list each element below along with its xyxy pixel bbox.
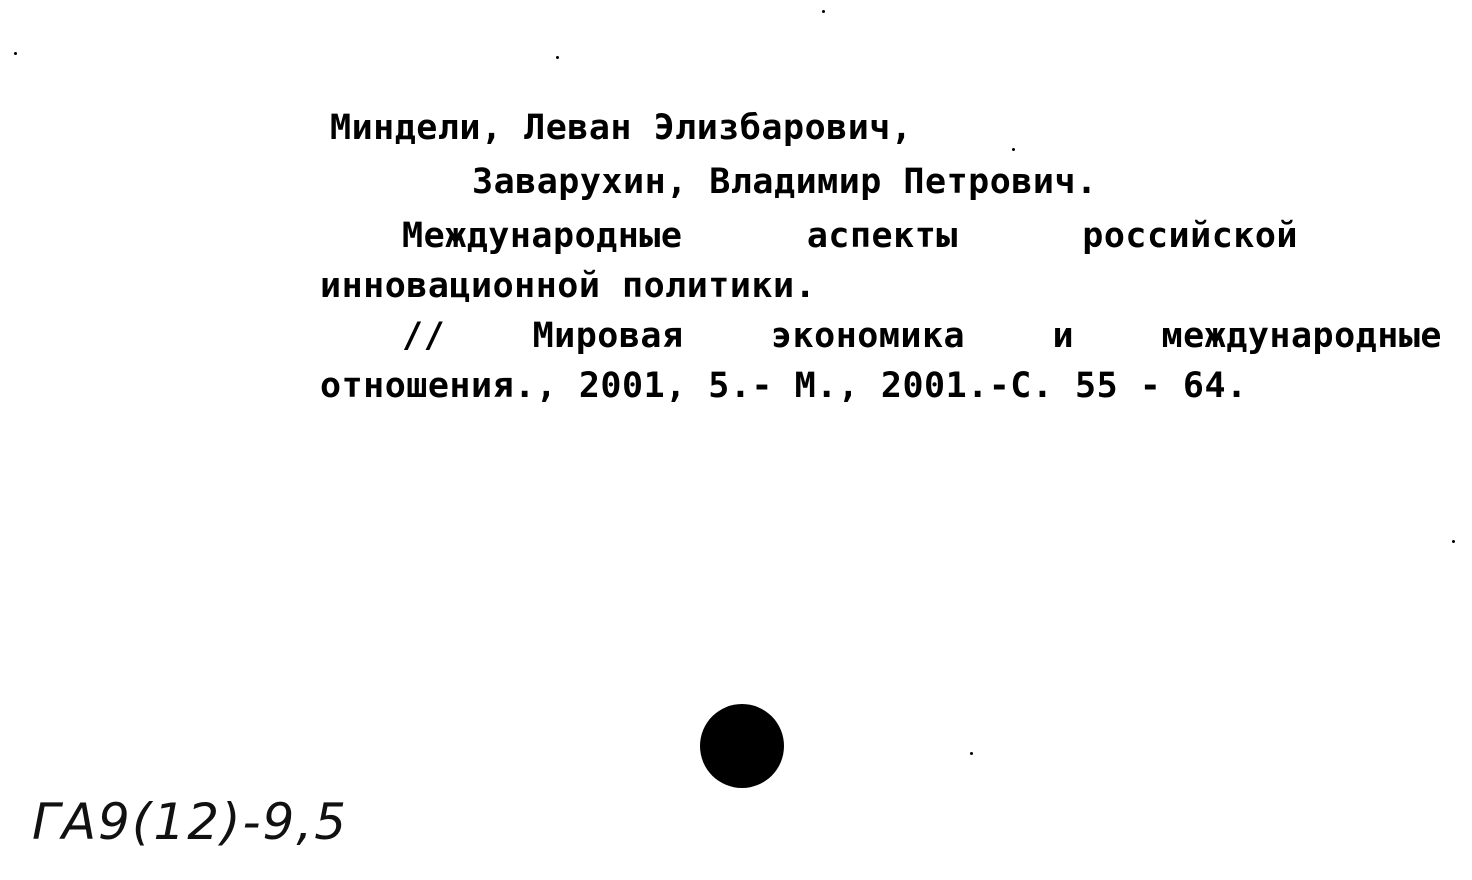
scan-speck: [970, 752, 973, 755]
title-word: российской: [1082, 216, 1298, 256]
title-line-1: [402, 214, 1298, 258]
punch-hole: [700, 704, 784, 788]
title-word: Международные: [402, 216, 683, 256]
handwritten-call-number: ГА9(12)-9,5: [32, 793, 349, 851]
source-line-1: [402, 314, 1442, 358]
source-word: и: [1052, 316, 1075, 356]
source-line-2: отношения., 2001, 5.- М., 2001.-С. 55 - 64.: [320, 366, 1248, 406]
source-word: международные: [1161, 316, 1442, 356]
author-primary: Миндели, Леван Элизбарович,: [330, 108, 913, 148]
source-word: Мировая: [532, 316, 684, 356]
author-secondary: Заварухин, Владимир Петрович.: [472, 162, 1098, 202]
source-word: экономика: [770, 316, 966, 356]
scan-speck: [822, 10, 825, 13]
scan-speck: [14, 52, 17, 55]
scan-speck: [556, 56, 559, 59]
scan-speck: [1012, 148, 1015, 151]
scan-speck: [1452, 540, 1455, 543]
title-word: аспекты: [806, 216, 958, 256]
source-word: //: [402, 316, 446, 356]
title-line-2: инновационной политики.: [320, 266, 817, 306]
